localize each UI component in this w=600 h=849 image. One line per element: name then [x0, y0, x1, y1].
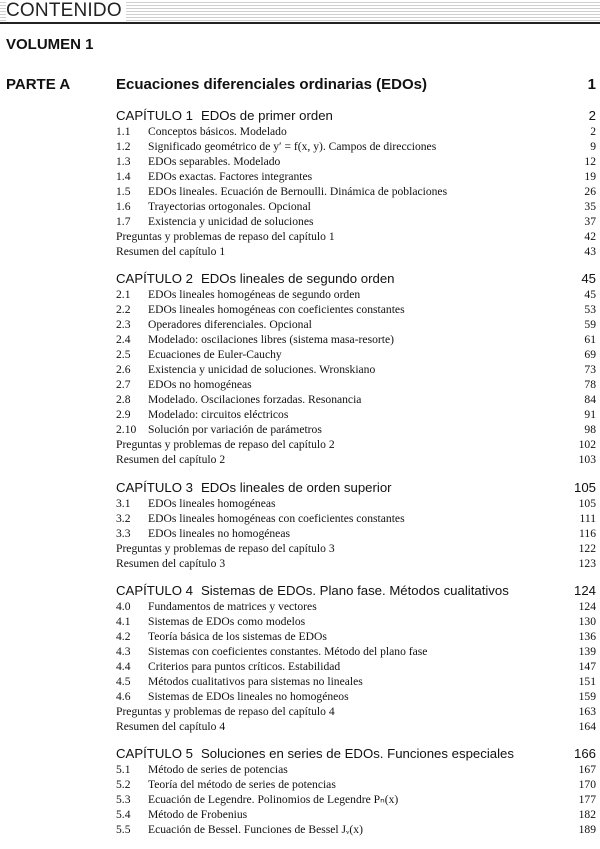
section-number: 1.2 — [116, 140, 131, 153]
part-heading — [116, 76, 596, 93]
toc-row[interactable] — [116, 511, 596, 526]
section-page: 84 — [584, 393, 596, 406]
section-title: Resumen del capítulo 2 — [116, 453, 226, 466]
section-page: 2 — [590, 125, 596, 138]
chapter-heading-text — [116, 271, 395, 287]
toc-row[interactable] — [116, 644, 596, 659]
section-number: 2.10 — [116, 423, 137, 436]
section-title: EDOs no homogéneas — [148, 378, 252, 391]
chapter-title: EDOs lineales de segundo orden — [200, 271, 395, 286]
page-title: CONTENIDO — [6, 0, 126, 22]
toc-row[interactable] — [116, 392, 596, 407]
chapter-label: CAPÍTULO 3 — [116, 480, 193, 495]
section-page: 177 — [578, 793, 596, 806]
toc-row[interactable] — [116, 347, 596, 362]
chapter-block — [116, 108, 596, 259]
section-title: Criterios para puntos críticos. Estabilidad — [148, 660, 341, 673]
section-title: Ecuación de Legendre. Polinomios de Legendre Pₙ(x) — [148, 793, 399, 806]
section-title: Teoría del método de series de potencias — [148, 778, 336, 791]
section-number: 2.8 — [116, 393, 131, 406]
section-title: Ecuación de Bessel. Funciones de Bessel Jᵥ(x) — [148, 823, 363, 836]
section-title: EDOs lineales no homogéneas — [148, 527, 290, 540]
section-page: 42 — [584, 230, 596, 243]
section-number: 3.1 — [116, 497, 131, 510]
section-title: Significado geométrico de y′ = f(x, y). Campos de direcciones — [148, 140, 437, 153]
chapter-heading[interactable] — [116, 271, 596, 287]
toc-row[interactable] — [116, 526, 596, 541]
section-page: 136 — [578, 630, 596, 643]
section-page: 111 — [579, 512, 596, 525]
chapter-block — [116, 480, 596, 571]
section-title: Existencia y unicidad de soluciones. Wronskiano — [148, 363, 376, 376]
section-number: 5.2 — [116, 778, 131, 791]
section-number: 4.1 — [116, 615, 131, 628]
section-page: 116 — [579, 527, 596, 540]
section-page: 59 — [584, 318, 596, 331]
toc-row[interactable] — [116, 184, 596, 199]
toc-row[interactable] — [116, 302, 596, 317]
section-page: 105 — [578, 497, 596, 510]
chapter-page: 105 — [573, 480, 596, 495]
section-title: Método de series de potencias — [148, 763, 288, 776]
chapter-label: CAPÍTULO 1 — [116, 108, 193, 123]
chapter-heading-text — [116, 480, 392, 496]
toc-row[interactable] — [116, 154, 596, 169]
toc-row[interactable] — [116, 674, 596, 689]
chapter-page: 2 — [588, 108, 596, 123]
section-title: Preguntas y problemas de repaso del capítulo 4 — [116, 705, 335, 718]
section-number: 1.1 — [116, 125, 131, 138]
section-number: 2.6 — [116, 363, 131, 376]
toc-row[interactable] — [116, 777, 596, 792]
section-page: 130 — [578, 615, 596, 628]
section-number: 4.2 — [116, 630, 131, 643]
section-page: 45 — [584, 288, 596, 301]
table-of-contents — [116, 108, 596, 849]
toc-row[interactable] — [116, 629, 596, 644]
section-title: Sistemas de EDOs lineales no homogéneos — [148, 690, 349, 703]
chapter-label: CAPÍTULO 5 — [116, 746, 193, 761]
section-number: 1.6 — [116, 200, 131, 213]
section-title: EDOs separables. Modelado — [148, 155, 281, 168]
chapter-block — [116, 583, 596, 734]
section-number: 4.3 — [116, 645, 131, 658]
section-number: 2.3 — [116, 318, 131, 331]
toc-row[interactable] — [116, 496, 596, 511]
section-title: Modelado. Oscilaciones forzadas. Resonancia — [148, 393, 362, 406]
toc-row[interactable] — [116, 362, 596, 377]
section-number: 4.4 — [116, 660, 131, 673]
section-page: 163 — [578, 705, 596, 718]
section-title: Solución por variación de parámetros — [148, 423, 322, 436]
section-page: 151 — [578, 675, 596, 688]
section-page: 35 — [584, 200, 596, 213]
section-number: 4.0 — [116, 600, 131, 613]
chapter-heading-text — [116, 108, 333, 124]
section-title: EDOs lineales. Ecuación de Bernoulli. Dinámica de poblaciones — [148, 185, 448, 198]
toc-row[interactable] — [116, 169, 596, 184]
chapter-title: EDOs lineales de orden superior — [200, 480, 392, 495]
section-title: Método de Frobenius — [148, 808, 248, 821]
section-number: 1.3 — [116, 155, 131, 168]
section-number: 4.6 — [116, 690, 131, 703]
section-page: 91 — [584, 408, 596, 421]
section-page: 164 — [578, 720, 596, 733]
section-page: 69 — [584, 348, 596, 361]
toc-row[interactable] — [116, 614, 596, 629]
volume-heading: VOLUMEN 1 — [6, 36, 94, 53]
toc-row[interactable] — [116, 422, 596, 437]
section-page: 19 — [584, 170, 596, 183]
toc-row[interactable] — [116, 556, 596, 571]
section-page: 139 — [578, 645, 596, 658]
section-title: Sistemas con coeficientes constantes. Método del plano fase — [148, 645, 428, 658]
section-title: Resumen del capítulo 4 — [116, 720, 226, 733]
section-title: Operadores diferenciales. Opcional — [148, 318, 312, 331]
toc-row[interactable] — [116, 377, 596, 392]
section-title: Preguntas y problemas de repaso del capítulo 3 — [116, 542, 335, 555]
chapter-page: 166 — [573, 746, 596, 761]
chapter-heading[interactable] — [116, 746, 596, 762]
chapter-label: CAPÍTULO 4 — [116, 583, 193, 598]
section-page: 26 — [584, 185, 596, 198]
section-number: 1.7 — [116, 215, 131, 228]
section-title: EDOs lineales homogéneas con coeficientes constantes — [148, 512, 405, 525]
chapter-label: CAPÍTULO 2 — [116, 271, 193, 286]
section-page: 9 — [590, 140, 596, 153]
section-title: EDOs lineales homogéneas — [148, 497, 276, 510]
toc-row[interactable] — [116, 792, 596, 807]
section-number: 1.4 — [116, 170, 131, 183]
section-number: 5.1 — [116, 763, 131, 776]
section-number: 1.5 — [116, 185, 131, 198]
chapter-heading[interactable] — [116, 480, 596, 496]
section-page: 98 — [584, 423, 596, 436]
toc-row[interactable] — [116, 317, 596, 332]
toc-row[interactable] — [116, 659, 596, 674]
section-page: 159 — [578, 690, 596, 703]
section-number: 5.3 — [116, 793, 131, 806]
toc-row[interactable] — [116, 452, 596, 467]
section-page: 43 — [584, 245, 596, 258]
section-title: EDOs lineales homogéneas con coeficientes constantes — [148, 303, 405, 316]
section-page: 170 — [578, 778, 596, 791]
toc-row[interactable] — [116, 437, 596, 452]
section-title: Preguntas y problemas de repaso del capítulo 1 — [116, 230, 335, 243]
section-page: 122 — [578, 542, 596, 555]
toc-row[interactable] — [116, 407, 596, 422]
toc-row[interactable] — [116, 719, 596, 734]
chapter-block — [116, 746, 596, 837]
chapter-page: 45 — [581, 271, 596, 286]
section-page: 73 — [584, 363, 596, 376]
page-header — [0, 0, 600, 24]
section-number: 2.7 — [116, 378, 131, 391]
toc-row[interactable] — [116, 214, 596, 229]
section-title: EDOs lineales homogéneas de segundo orden — [148, 288, 361, 301]
section-title: Resumen del capítulo 3 — [116, 557, 226, 570]
section-page: 53 — [584, 303, 596, 316]
toc-row[interactable] — [116, 244, 596, 259]
section-number: 2.5 — [116, 348, 131, 361]
section-number: 2.1 — [116, 288, 131, 301]
section-page: 189 — [578, 823, 596, 836]
section-page: 78 — [584, 378, 596, 391]
toc-row[interactable] — [116, 807, 596, 822]
section-page: 102 — [578, 438, 596, 451]
section-title: Teoría básica de los sistemas de EDOs — [148, 630, 327, 643]
section-title: Trayectorias ortogonales. Opcional — [148, 200, 311, 213]
part-page: 1 — [587, 76, 596, 93]
section-page: 124 — [578, 600, 596, 613]
toc-row[interactable] — [116, 124, 596, 139]
section-title: Modelado: circuitos eléctricos — [148, 408, 289, 421]
toc-row[interactable] — [116, 541, 596, 556]
section-title: Fundamentos de matrices y vectores — [148, 600, 317, 613]
toc-row[interactable] — [116, 139, 596, 154]
chapter-heading-text — [116, 583, 509, 599]
section-number: 4.5 — [116, 675, 131, 688]
part-label: PARTE A — [6, 76, 71, 93]
section-page: 61 — [584, 333, 596, 346]
chapter-page: 124 — [573, 583, 596, 598]
section-title: Sistemas de EDOs como modelos — [148, 615, 306, 628]
section-number: 3.2 — [116, 512, 131, 525]
section-title: Conceptos básicos. Modelado — [148, 125, 287, 138]
section-title: Métodos cualitativos para sistemas no lineales — [148, 675, 363, 688]
section-page: 103 — [578, 453, 596, 466]
section-number: 5.4 — [116, 808, 131, 821]
toc-row[interactable] — [116, 704, 596, 719]
toc-row[interactable] — [116, 762, 596, 777]
section-page: 123 — [578, 557, 596, 570]
section-page: 37 — [584, 215, 596, 228]
chapter-heading[interactable] — [116, 108, 596, 124]
section-number: 5.5 — [116, 823, 131, 836]
section-title: Existencia y unicidad de soluciones — [148, 215, 314, 228]
toc-row[interactable] — [116, 229, 596, 244]
chapter-block — [116, 271, 596, 467]
part-title: Ecuaciones diferenciales ordinarias (EDOs) — [116, 76, 427, 93]
toc-row[interactable] — [116, 199, 596, 214]
section-title: Resumen del capítulo 1 — [116, 245, 226, 258]
section-page: 147 — [578, 660, 596, 673]
section-number: 2.9 — [116, 408, 131, 421]
section-title: Ecuaciones de Euler-Cauchy — [148, 348, 282, 361]
chapter-title: Soluciones en series de EDOs. Funciones especiales — [200, 746, 514, 761]
section-page: 182 — [578, 808, 596, 821]
chapter-heading[interactable] — [116, 583, 596, 599]
section-number: 3.3 — [116, 527, 131, 540]
section-number: 2.4 — [116, 333, 131, 346]
chapter-title: EDOs de primer orden — [200, 108, 333, 123]
toc-row[interactable] — [116, 332, 596, 347]
chapter-title: Sistemas de EDOs. Plano fase. Métodos cualitativos — [200, 583, 509, 598]
section-number: 2.2 — [116, 303, 131, 316]
toc-row[interactable] — [116, 287, 596, 302]
section-title: EDOs exactas. Factores integrantes — [148, 170, 313, 183]
toc-row[interactable] — [116, 822, 596, 837]
chapter-heading-text — [116, 746, 514, 762]
section-page: 167 — [578, 763, 596, 776]
section-title: Preguntas y problemas de repaso del capítulo 2 — [116, 438, 335, 451]
toc-row[interactable] — [116, 599, 596, 614]
section-page: 12 — [584, 155, 596, 168]
section-title: Modelado: oscilaciones libres (sistema masa-resorte) — [148, 333, 394, 346]
toc-row[interactable] — [116, 689, 596, 704]
